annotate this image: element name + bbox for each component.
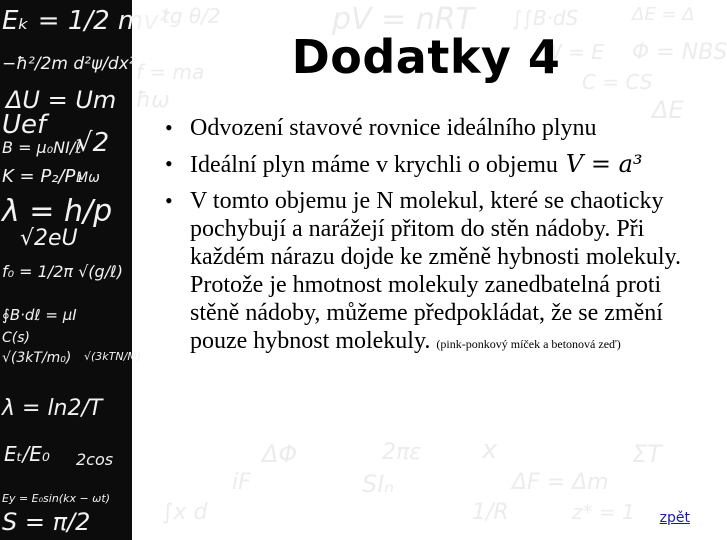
chalk-formula: Ey = E₀sin(kx − ωt) (2, 492, 110, 505)
faint-formula: ħω (136, 88, 170, 113)
chalk-formula: λ = h/p (2, 194, 113, 229)
faint-formula: ΔE = Δ (632, 4, 695, 25)
chalk-formula: Eₜ/E₀ (4, 442, 50, 466)
faint-formula: x (482, 435, 498, 465)
bullet-icon: • (165, 151, 173, 176)
bullet-text: Ideální plyn máme v krychli o objemu (190, 152, 558, 178)
chalk-formula: ∮B·dℓ = μI (2, 306, 77, 324)
faint-formula: ΔF = Δm (512, 470, 609, 495)
bullet-text: V tomto objemu je N molekul, které se chaoticky pochybují a narážejí přitom do stěn nádoby. Při každém nárazu dojde ke změně hybnosti molekuly. Protože je hmotnost molekuly zanedbatelná proti stěně nádoby, můžeme předpokládat, že se změní pouze hybnost molekuly. (190, 188, 681, 354)
bullet-text: Odvození stavové rovnice ideálního plynu (190, 115, 597, 141)
chalk-formula: √(3kTN/M) (84, 350, 142, 363)
faint-formula: W = E (542, 40, 604, 64)
chalk-formula: f₀ = 1/2π √(g/ℓ) (2, 262, 123, 281)
faint-formula: SIₙ (362, 470, 394, 498)
faint-formula: C = CS (582, 70, 653, 94)
chalk-formula: λ = ln2/T (2, 396, 103, 421)
chalk-formula: √2eU (20, 226, 78, 251)
bullet-note: (pink-ponkový míček a betonová zeď) (436, 337, 621, 351)
faint-formula: z* = 1 (572, 500, 635, 524)
faint-formula: pV = nRT (332, 2, 474, 37)
back-link[interactable]: zpět (659, 510, 690, 526)
chalk-formula: Mω (76, 170, 100, 186)
faint-formula: f = ma (136, 60, 205, 84)
faint-formula: ∫∫B·dS (512, 6, 579, 30)
bullet-icon: • (165, 188, 173, 213)
chalk-formula: √2 (76, 128, 110, 158)
chalk-formula: K = P₂/P₁ (2, 166, 83, 187)
bullet-item (160, 150, 712, 179)
faint-formula: tg θ/2 (162, 4, 221, 28)
chalk-formula: Eₖ = 1/2 mv² (2, 6, 170, 36)
chalk-formula: C(s) (2, 330, 30, 346)
chalk-formula: 2cos (76, 450, 114, 469)
faint-formula: ΔE (652, 96, 684, 124)
faint-formula: 1/R (472, 500, 509, 525)
chalk-formula: S = π/2 (2, 508, 91, 536)
faint-formula: ΣT (632, 440, 662, 468)
bullet-item (160, 114, 712, 142)
volume-equation: V = a³ (565, 150, 643, 178)
faint-formula: ∫x d (162, 500, 208, 525)
faint-formula: 2πε (382, 440, 422, 465)
bullet-list (160, 114, 712, 366)
chalk-formula: √(3kT/m₀) (2, 350, 72, 366)
faint-formula: iF (232, 470, 251, 495)
chalk-formula: Uef (2, 110, 47, 140)
faint-formula: Φ = NBS (632, 40, 727, 65)
slide-title: Dodatky 4 (291, 30, 561, 84)
faint-formula: ΔΦ (262, 440, 298, 468)
bullet-icon: • (165, 115, 173, 140)
chalk-formula: B = μ₀NI/ℓ (2, 138, 82, 157)
bullet-item (160, 187, 712, 358)
chalk-formula: −ħ²/2m d²ψ/dx² (2, 54, 136, 74)
chalk-formula: ΔU = Um (6, 86, 117, 114)
